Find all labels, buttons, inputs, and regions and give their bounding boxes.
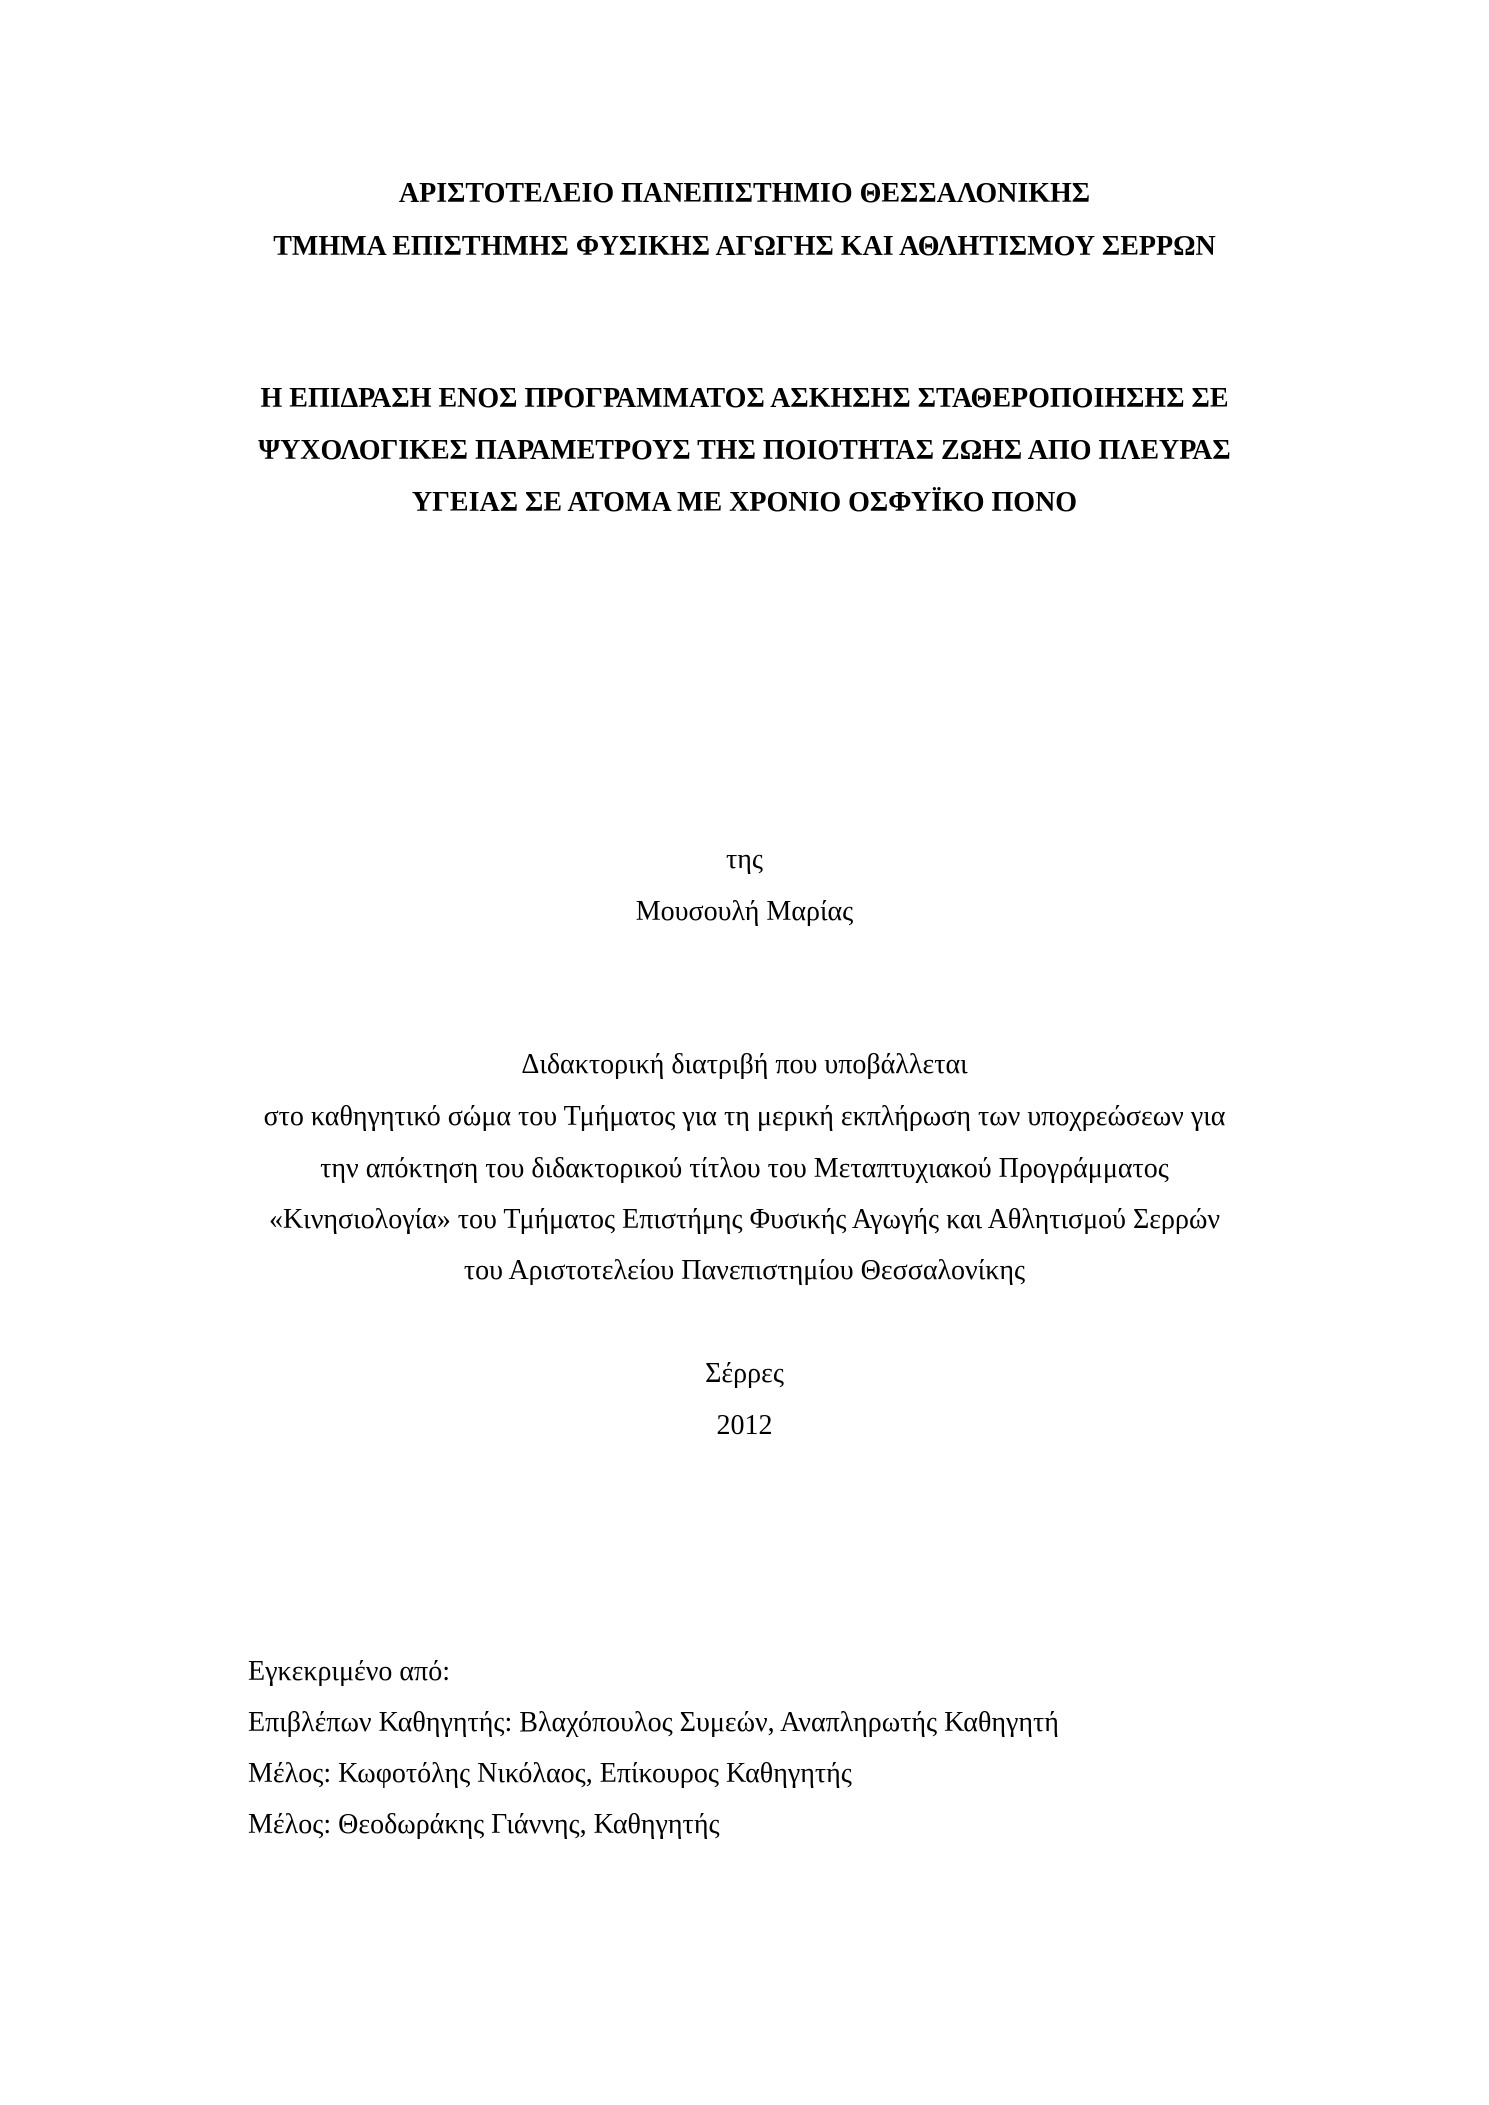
- author-prefix: της: [726, 844, 763, 875]
- committee-member: Μέλος: Κωφοτόλης Νικόλαος, Επίκουρος Καθηγητής: [248, 1758, 852, 1789]
- department-name: ΤΜΗΜΑ ΕΠΙΣΤΗΜΗΣ ΦΥΣΙΚΗΣ ΑΓΩΓΗΣ ΚΑΙ ΑΘΛΗΤΙΣΜΟΥ ΣΕΡΡΩΝ: [273, 231, 1216, 262]
- city: Σέρρες: [705, 1358, 784, 1389]
- title-line-1: Η ΕΠΙΔΡΑΣΗ ΕΝΟΣ ΠΡΟΓΡΑΜΜΑΤΟΣ ΑΣΚΗΣΗΣ ΣΤΑΘΕΡΟΠΟΙΗΣΗΣ ΣΕ: [260, 383, 1229, 414]
- author-name: Μουσουλή Μαρίας: [635, 896, 854, 927]
- description-line-3: την απόκτηση του διδακτορικού τίτλου του Μεταπτυχιακού Προγράμματος: [320, 1153, 1169, 1184]
- committee-member: Μέλος: Θεοδωράκης Γιάννης, Καθηγητής: [248, 1809, 720, 1840]
- description-line-4: «Κινησιολογία» του Τμήματος Επιστήμης Φυσικής Αγωγής και Αθλητισμού Σερρών: [268, 1204, 1221, 1235]
- university-name: ΑΡΙΣΤΟΤΕΛΕΙΟ ΠΑΝΕΠΙΣΤΗΜΙΟ ΘΕΣΣΑΛΟΝΙΚΗΣ: [398, 178, 1091, 209]
- title-line-2: ΨΥΧΟΛΟΓΙΚΕΣ ΠΑΡΑΜΕΤΡΟΥΣ ΤΗΣ ΠΟΙΟΤΗΤΑΣ ΖΩΗΣ ΑΠΟ ΠΛΕΥΡΑΣ: [258, 435, 1231, 466]
- committee-heading: Εγκεκριμένο από:: [248, 1656, 450, 1687]
- description-line-2: στο καθηγητικό σώμα του Τμήματος για τη μερική εκπλήρωση των υποχρεώσεων για: [263, 1101, 1226, 1132]
- year: 2012: [716, 1410, 773, 1441]
- description-line-1: Διδακτορική διατριβή που υποβάλλεται: [521, 1049, 968, 1080]
- title-line-3: ΥΓΕΙΑΣ ΣΕ ΑΤΟΜΑ ΜΕ ΧΡΟΝΙΟ ΟΣΦΥΪΚΟ ΠΟΝΟ: [411, 487, 1078, 518]
- committee-member: Επιβλέπων Καθηγητής: Βλαχόπουλος Συμεών, Αναπληρωτής Καθηγητή: [248, 1707, 1059, 1738]
- description-line-5: του Αριστοτελείου Πανεπιστημίου Θεσσαλονίκης: [463, 1255, 1026, 1286]
